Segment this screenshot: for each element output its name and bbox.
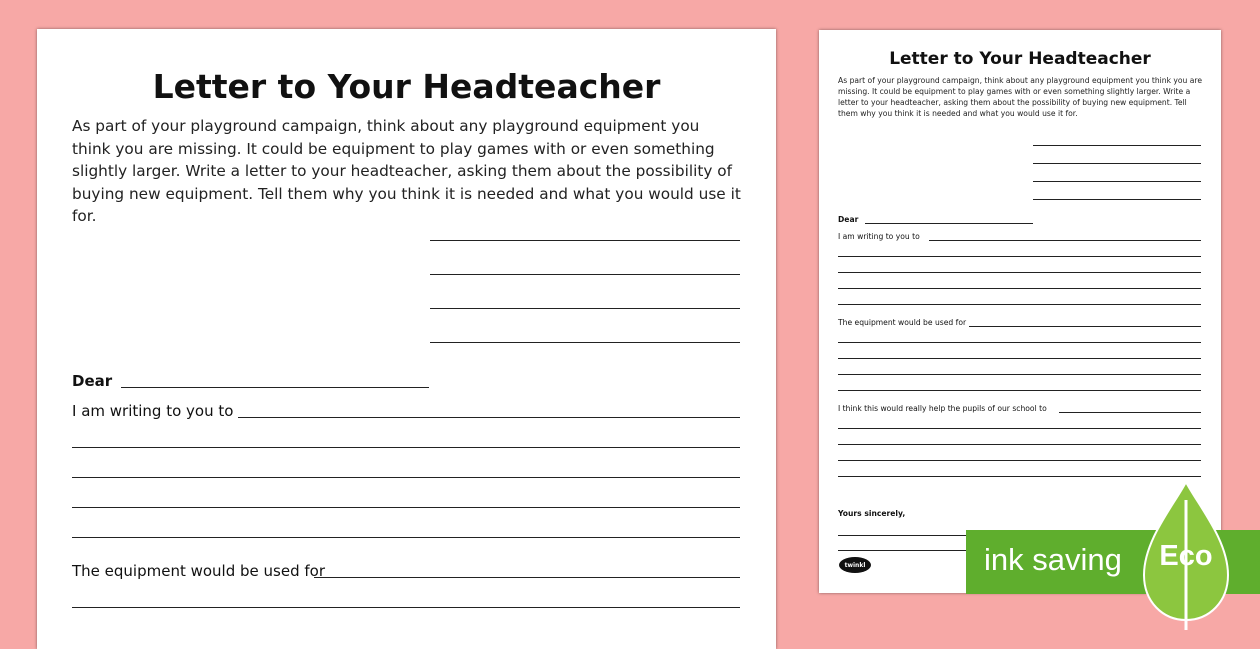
signature-line xyxy=(838,550,968,551)
writing-line xyxy=(929,240,1201,241)
address-line xyxy=(1033,163,1201,164)
address-line xyxy=(430,240,740,241)
sign-off-label: Yours sincerely, xyxy=(838,509,906,518)
writing-line xyxy=(838,272,1201,273)
worksheet-title: Letter to Your Headteacher xyxy=(889,49,1151,69)
help-line xyxy=(1059,412,1201,413)
equipment-line xyxy=(838,374,1201,375)
signature-line xyxy=(838,535,968,536)
address-line xyxy=(430,342,740,343)
help-line xyxy=(838,460,1201,461)
dear-label: Dear xyxy=(838,215,859,224)
ink-saving-label: ink saving xyxy=(984,542,1122,577)
equipment-line xyxy=(838,390,1201,391)
writing-line xyxy=(838,304,1201,305)
equipment-line xyxy=(314,577,740,578)
writing-line xyxy=(238,417,740,418)
equipment-line xyxy=(72,607,740,608)
help-line xyxy=(838,444,1201,445)
eco-label: Eco xyxy=(1159,540,1213,572)
address-line xyxy=(1033,145,1201,146)
address-line xyxy=(430,274,740,275)
worksheet-instructions: As part of your playground campaign, think about any playground equipment you think you are missing. It could be equipment to play games with or even something slightly larger. Write a letter to your headteacher, asking them about the possibility of buying new equipment. Tell them why you think it is needed and what you would use it for. xyxy=(72,117,741,225)
dear-line xyxy=(865,223,1033,224)
writing-line xyxy=(838,288,1201,289)
writing-line xyxy=(72,537,740,538)
equipment-label: The equipment would be used for xyxy=(838,318,967,327)
help-line xyxy=(838,476,1201,477)
writing-label: I am writing to you to xyxy=(838,232,920,241)
address-line xyxy=(430,308,740,309)
dear-line xyxy=(121,387,429,388)
help-line xyxy=(838,428,1201,429)
help-label: I think this would really help the pupils of our school to xyxy=(838,404,1047,413)
writing-label: I am writing to you to xyxy=(72,402,234,420)
worksheet-title: Letter to Your Headteacher xyxy=(152,67,661,106)
writing-line xyxy=(72,447,740,448)
twinkl-logo: twinkl xyxy=(839,557,871,573)
equipment-line xyxy=(969,326,1201,327)
address-line xyxy=(1033,199,1201,200)
eco-leaf-icon xyxy=(1136,480,1236,630)
equipment-line xyxy=(838,342,1201,343)
worksheet-instructions: As part of your playground campaign, think about any playground equipment you think you are missing. It could be equipment to play games with or even something slightly larger. Write a letter to your headteacher, asking them about the possibility of buying new equipment. Tell them why you think it is needed and what you would use it for. xyxy=(838,76,1203,118)
writing-line xyxy=(838,256,1201,257)
equipment-line xyxy=(838,358,1201,359)
writing-line xyxy=(72,477,740,478)
address-line xyxy=(1033,181,1201,182)
worksheet-preview-large xyxy=(37,29,776,649)
dear-label: Dear xyxy=(72,372,113,390)
writing-line xyxy=(72,507,740,508)
equipment-label: The equipment would be used for xyxy=(72,562,326,580)
